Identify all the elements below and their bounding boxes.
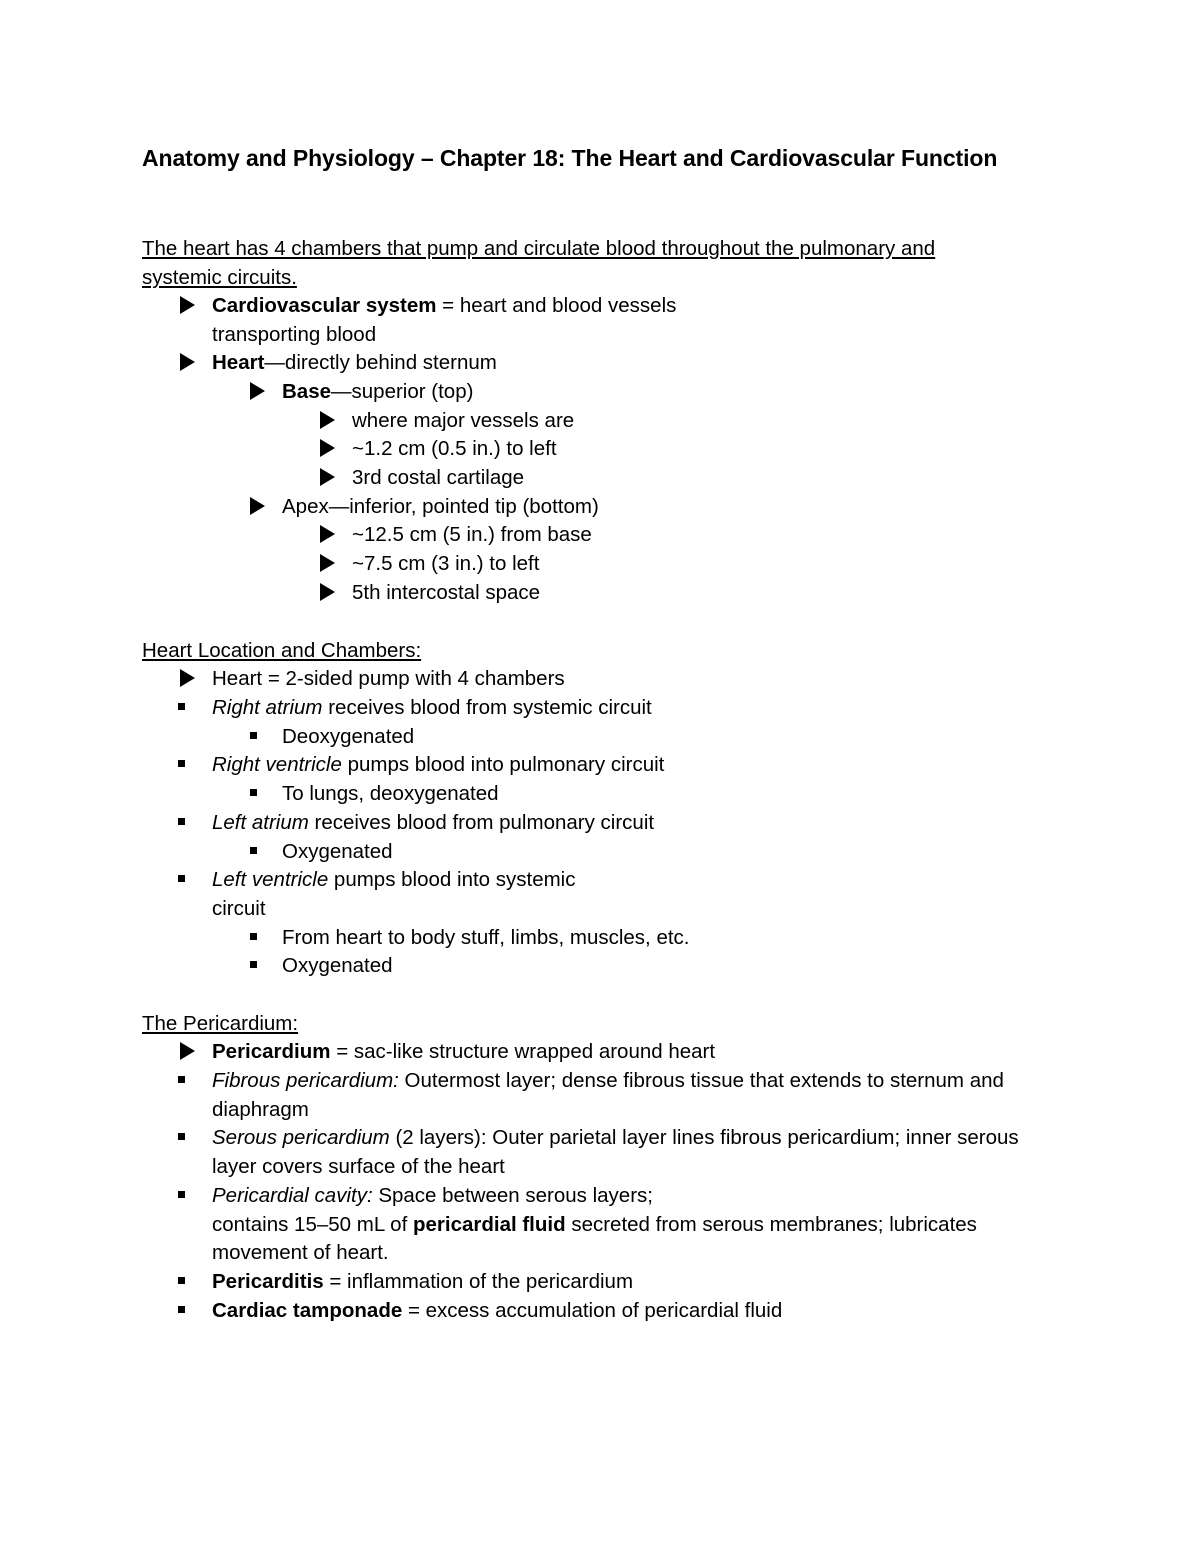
section-heading-pericardium: The Pericardium: [142, 1012, 299, 1035]
arrow-bullet-icon [180, 664, 202, 693]
square-bullet-icon [250, 722, 272, 751]
square-bullet-icon [178, 1123, 200, 1152]
list-item-continuation: transporting blood [212, 323, 377, 346]
arrow-bullet-icon [180, 291, 202, 320]
list-item-continuation: movement of heart. [212, 1241, 389, 1264]
arrow-bullet-icon [180, 1037, 202, 1066]
square-bullet-icon [250, 779, 272, 808]
square-bullet-icon [250, 837, 272, 866]
arrow-bullet-icon [320, 520, 342, 549]
square-bullet-icon [250, 951, 272, 980]
square-bullet-icon [250, 923, 272, 952]
list-item-continuation: contains 15–50 mL of pericardial fluid secreted from serous membranes; lubricates [212, 1213, 977, 1236]
list-item-continuation: diaphragm [212, 1098, 309, 1121]
section-heading-chambers: Heart Location and Chambers: [142, 639, 422, 662]
arrow-bullet-icon [320, 434, 342, 463]
section-heading-line-1: The heart has 4 chambers that pump and circulate blood throughout the pulmonary and [142, 237, 936, 260]
arrow-bullet-icon [250, 377, 272, 406]
page-title: Anatomy and Physiology – Chapter 18: The Heart and Cardiovascular Function [142, 145, 998, 171]
list-item-continuation: circuit [212, 897, 266, 920]
square-bullet-icon [178, 750, 200, 779]
square-bullet-icon [178, 1066, 200, 1095]
arrow-bullet-icon [320, 549, 342, 578]
list-item-continuation: layer covers surface of the heart [212, 1155, 505, 1178]
document-page: Anatomy and Physiology – Chapter 18: The Heart and Cardiovascular Function The heart has 4 chambers that pump and circulate blood throughout the pulmonary and systemic circuits. Cardiovascular system = heart and blood vessels transporting blood Heart—directly behind sternum Base—superior (top) where major vessels are ~1.2 cm (0.5 in.) to left 3rd costal cartilage Apex—inferior, pointed tip (bottom) ~12.5 cm (5 in.) from base ~7.5 cm (3 in.) to left 5th intercostal space Heart Location and Chambers: Heart = 2-sided pump with 4 chambers Right atrium receives blood from systemic circuit Deoxygenated Right ventricle pumps blood into pulmonary circuit To lungs, deoxygenated Left atrium receives blood from pulmonary circuit Oxygenated Left ventricle pumps blood into systemic circuit From heart to body stuff, limbs, muscles, etc. Oxygenated The Pericardium: Pericardium = sac-like structure wrapped around heart Fibrous pericardium: Outermost layer; dense fibrous tissue that extends to sternum and diaphragm Serous pericardium (2 layers): Outer parietal layer lines fibrous pericardium; inner serous layer covers surface of the heart Pericardial cavity: Space between serous layers; contains 15–50 mL of pericardial fluid secreted from serous membranes; lubricates movement of heart. Pericarditis = inflammation of the pericardium Cardiac tamponade = excess accumulation of pericardial fluid [0, 0, 1200, 1553]
square-bullet-icon [178, 1267, 200, 1296]
arrow-bullet-icon [250, 492, 272, 521]
square-bullet-icon [178, 693, 200, 722]
square-bullet-icon [178, 865, 200, 894]
arrow-bullet-icon [320, 463, 342, 492]
arrow-bullet-icon [320, 578, 342, 607]
section-heading-line-2: systemic circuits. [142, 266, 297, 289]
arrow-bullet-icon [320, 406, 342, 435]
square-bullet-icon [178, 1181, 200, 1210]
square-bullet-icon [178, 1296, 200, 1325]
arrow-bullet-icon [180, 348, 202, 377]
square-bullet-icon [178, 808, 200, 837]
